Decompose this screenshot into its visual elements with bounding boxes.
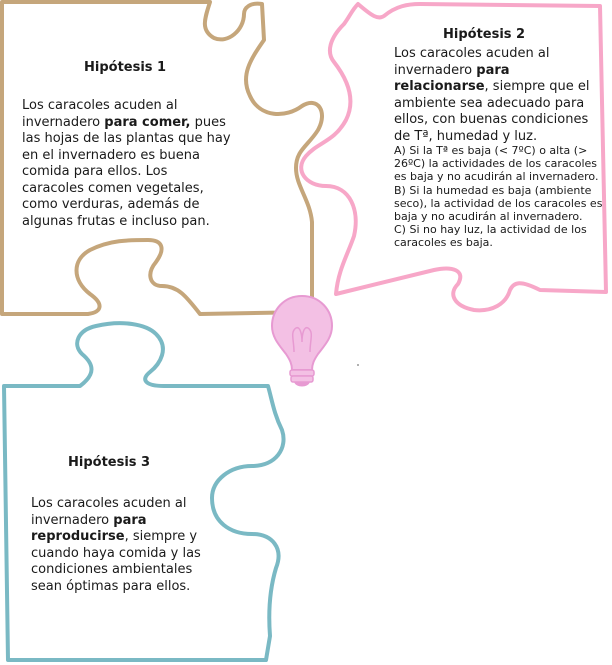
lightbulb-icon <box>272 296 332 387</box>
condition-item: C) Si no hay luz, la actividad de los caracoles es baja. <box>394 223 587 250</box>
hypothesis-3-text: Los caracoles acuden al invernadero para reproducirse, siempre y cuando haya comida y las condiciones ambientales sean óptimas para ellos. <box>31 496 201 594</box>
condition-item: B) Si la humedad es baja (ambiente seco), la actividad de los caracoles es baja y no acudirán al invernadero. <box>394 183 603 224</box>
condition-item: A) Si la Tª es baja (< 7ºC) o alta (> 26ºC) la actividades de los caracoles es baja y no acudirán al invernadero. <box>394 144 599 184</box>
hypothesis-1-keyword: para comer, <box>104 114 191 130</box>
hypothesis-1-title: Hipótesis 1 <box>84 60 167 75</box>
hypothesis-3-keyword: para reproducirse <box>31 512 147 544</box>
hypothesis-3-title: Hipótesis 3 <box>68 455 151 470</box>
hypothesis-2-text: Los caracoles acuden al invernadero para relacionarse, siempre que el ambiente sea adecuado para ellos, con buenas condiciones de Tª, humedad y luz. <box>394 46 590 144</box>
hypothesis-1-text: Los caracoles acuden al invernadero para comer, pues las hojas de las plantas que hay en el invernadero es buena comida para ellos. Los caracoles comen vegetales, como verduras, además de algunas frutas e incluso pan. <box>22 98 231 229</box>
puzzle-piece-3 <box>4 323 284 660</box>
hypothesis-2-title: Hipótesis 2 <box>443 27 526 42</box>
hypothesis-2-conditions <box>394 144 604 250</box>
hypothesis-2-keyword: para relacionarse <box>394 62 510 94</box>
